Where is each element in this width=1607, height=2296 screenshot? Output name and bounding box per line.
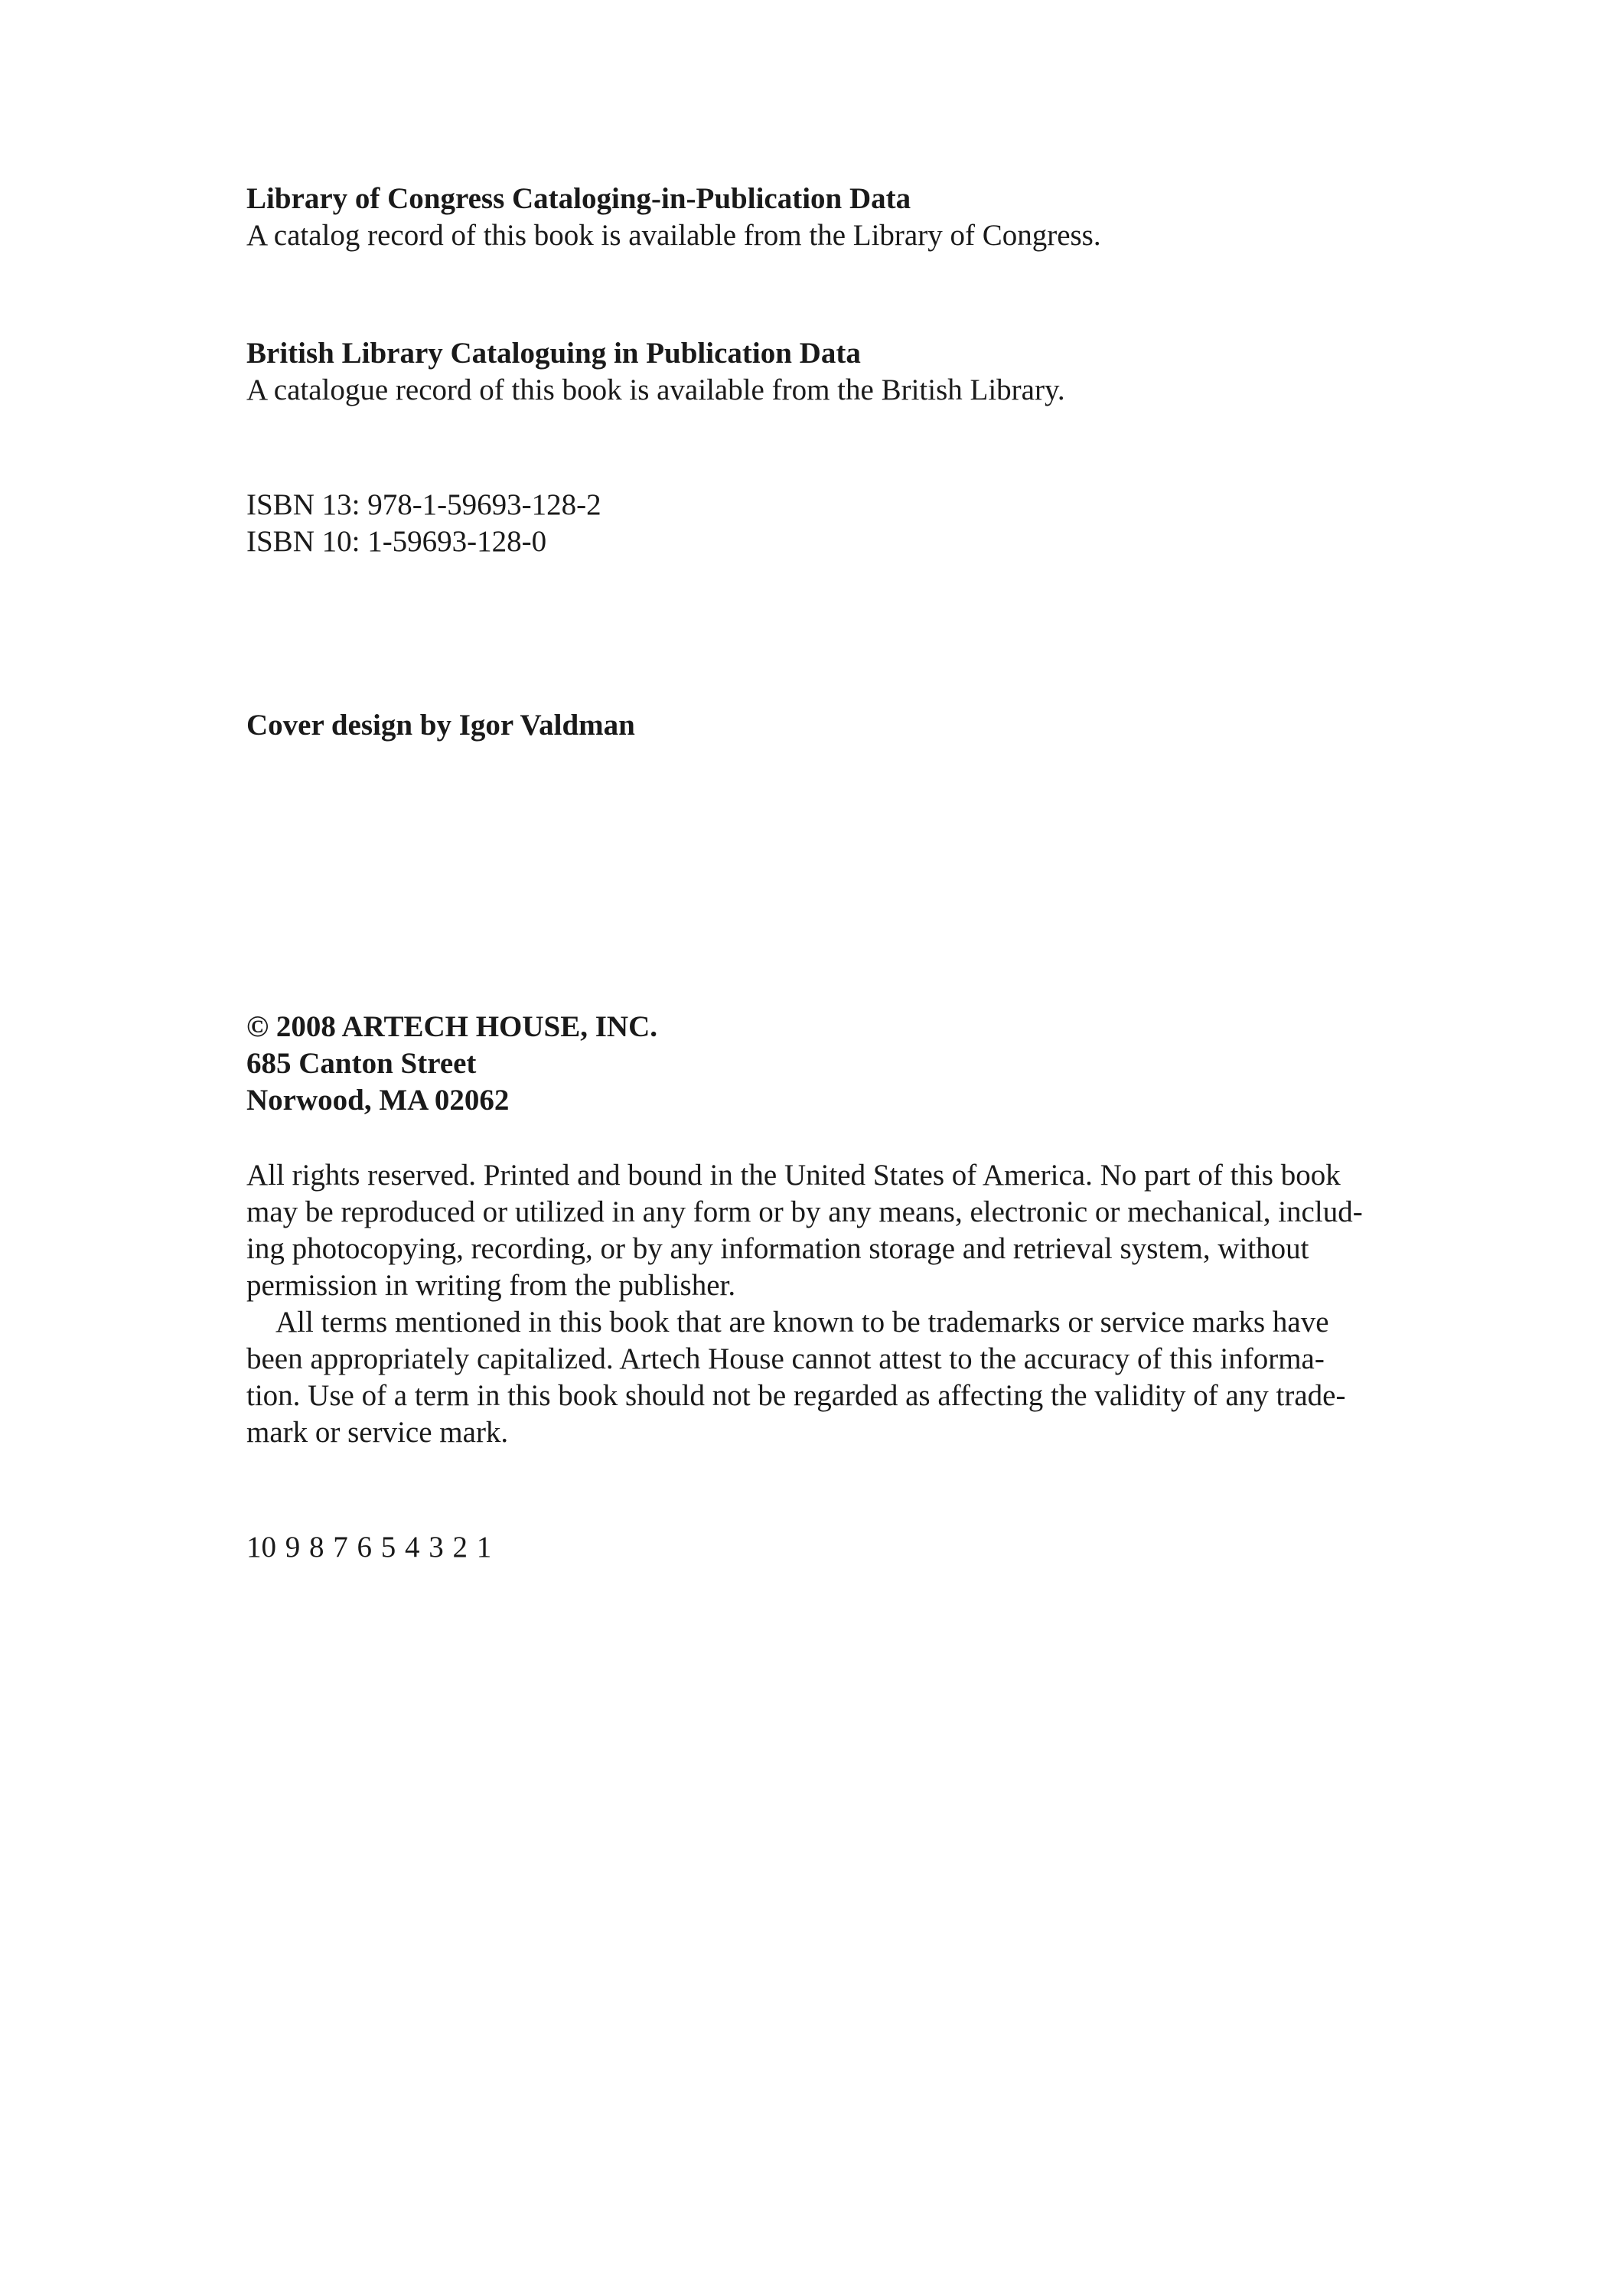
isbn-13: ISBN 13: 978-1-59693-128-2: [246, 488, 601, 521]
bl-cip-section: [246, 335, 1440, 409]
trademarks-line: tion. Use of a term in this book should not be regarded as affecting the validity of any trade-: [246, 1379, 1346, 1412]
printer-key: 10 9 8 7 6 5 4 3 2 1: [246, 1531, 492, 1564]
loc-cip-section: [246, 181, 1440, 254]
bl-cip-text: A catalogue record of this book is available from the British Library.: [246, 373, 1065, 406]
trademarks-line: All terms mentioned in this book that are known to be trademarks or service marks have: [275, 1306, 1329, 1339]
loc-cip-text: A catalog record of this book is available from the Library of Congress.: [246, 219, 1101, 252]
printline-section: [246, 1529, 1440, 1566]
rights-line: All rights reserved. Printed and bound in the United States of America. No part of this book: [246, 1159, 1341, 1192]
loc-cip-heading: Library of Congress Cataloging-in-Publication Data: [246, 182, 911, 215]
trademarks-line: mark or service mark.: [246, 1416, 509, 1449]
rights-line: ing photocopying, recording, or by any information storage and retrieval system, without: [246, 1232, 1309, 1265]
rights-section: [246, 1157, 1440, 1451]
publisher-section: [246, 1009, 1440, 1119]
trademarks-line: been appropriately capitalized. Artech House cannot attest to the accuracy of this informa-: [246, 1342, 1325, 1375]
bl-cip-heading: British Library Cataloguing in Publication Data: [246, 337, 861, 370]
publisher-street: 685 Canton Street: [246, 1047, 477, 1080]
publisher-city: Norwood, MA 02062: [246, 1084, 510, 1117]
isbn-section: [246, 487, 1440, 560]
copyright-notice: © 2008 ARTECH HOUSE, INC.: [246, 1010, 658, 1043]
rights-line: may be reproduced or utilized in any form or by any means, electronic or mechanical, includ-: [246, 1195, 1363, 1228]
cover-design-credit: Cover design by Igor Valdman: [246, 709, 635, 742]
rights-line: permission in writing from the publisher.: [246, 1269, 736, 1302]
isbn-10: ISBN 10: 1-59693-128-0: [246, 525, 547, 558]
cover-credit-section: [246, 707, 1440, 744]
